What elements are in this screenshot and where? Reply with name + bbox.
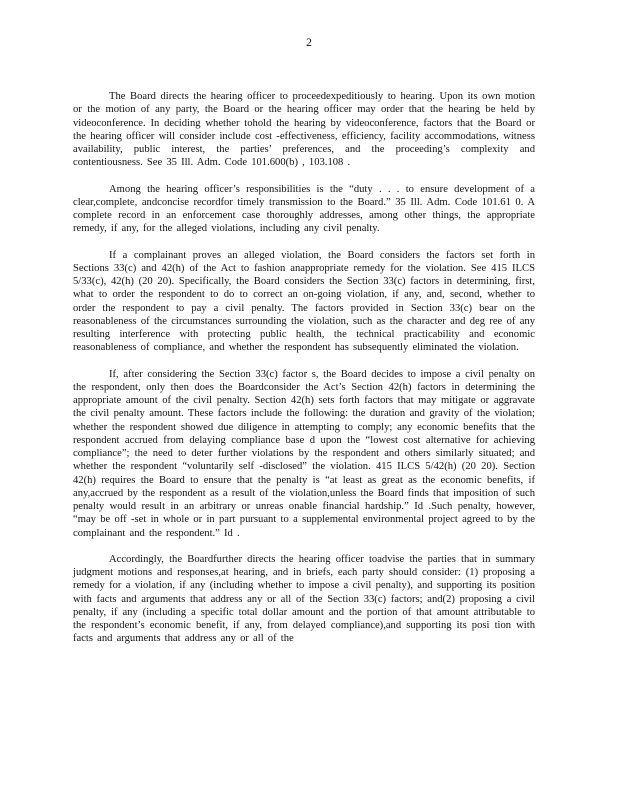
paragraph-hearing-expedite: The Board directs the hearing officer to proceedexpeditiously to hearing. Upon its own motion or the motion of any party, the Board or the hearing officer may order that the hearing be held by videoconference. In deciding whether tohold the hearing by videoconference, factors that the Board or the hearing officer will consider include cost -effectiveness, efficiency, facility accommodations, witness availability, public interest, the parties’ preferences, and the proceeding’s complexity and contentiousness. See 35 Ill. Adm. Code 101.600(b) , 103.108 . — [73, 91, 535, 169]
document-body — [73, 90, 535, 659]
paragraph-party-proposals: Accordingly, the Boardfurther directs the hearing officer toadvise the parties that in summary judgment motions and responses,at hearing, and in briefs, each party should consider: (1) proposing a remedy for a violation, if any (including whether to impose a civil penalty), and supporting its position with facts and arguments that address any or all of the Section 33(c) factors; and(2) proposing a civil penalty, if any (including a specific total dollar amount and the portion of that amount attributable to the respondent’s economic benefit, if any, from delayed compliance),and supporting its posi tion with facts and arguments that address any or all of the — [73, 553, 535, 645]
paragraph-hearing-officer-duty: Among the hearing officer’s responsibilities is the “duty . . . to ensure development of a clear,complete, andconcise recordfor timely transmission to the Board.” 35 Ill. Adm. Code 101.61 0. A complete record in an enforcement case thoroughly addresses, among other things, the appropriate remedy, if any, for the alleged violations, including any civil penalty. — [73, 183, 535, 235]
page-number: 2 — [306, 37, 312, 49]
paragraph-section-33c-factors: If a complainant proves an alleged violation, the Board considers the factors set forth in Sections 33(c) and 42(h) of the Act to fashion anappropriate remedy for the violation. See 415 ILCS 5/33(c), 42(h) (20 20). Specifically, the Board considers the Section 33(c) factors in determining, first, what to order the respondent to do to correct an on-going violation, if any, and, second, whether to order the respondent to pay a civil penalty. The factors provided in Section 33(c) bear on the reasonableness of the circumstances surrounding the violation, such as the character and deg ree of any resulting interference with protecting public health, the technical practicability and economic reasonableness of compliance, and whether the respondent has subsequently eliminated the violation. — [73, 249, 535, 354]
paragraph-section-42h-factors: If, after considering the Section 33(c) factor s, the Board decides to impose a civil penalty on the respondent, only then does the Boardconsider the Act’s Section 42(h) factors in determining the appropriate amount of the civil penalty. Section 42(h) sets forth factors that may mitigate or aggravate the civil penalty amount. These factors include the following: the duration and gravity of the violation; whether the respondent showed due diligence in attempting to comply; any economic benefits that the respondent accrued from delaying compliance base d upon the “lowest cost alternative for achieving compliance”; the need to deter further violations by the respondent and others similarly situated; and whether the respondent “voluntarily self -disclosed” the violation. 415 ILCS 5/42(h) (20 20). Section 42(h) requires the Board to ensure that the penalty is “at least as great as the economic benefits, if any,accrued by the respondent as a result of the violation,unless the Board finds that imposition of such penalty would result in an arbitrary or unreas onable financial hardship.” Id .Such penalty, however, “may be off -set in whole or in part pursuant to a supplemental environmental project agreed to by the complainant and the respondent.” Id . — [73, 368, 535, 539]
